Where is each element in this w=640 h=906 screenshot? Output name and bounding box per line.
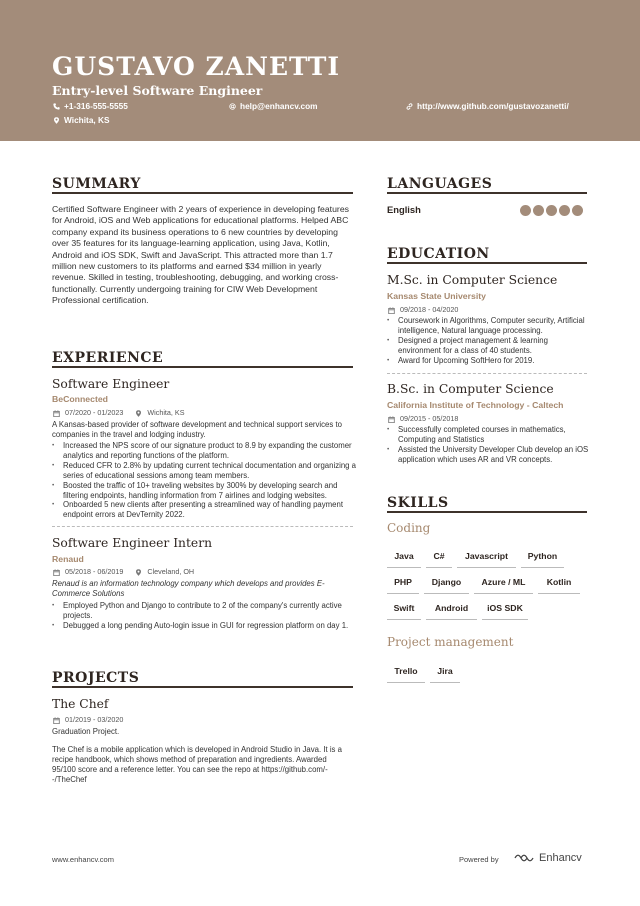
job-meta [53,567,194,577]
skills-heading: SKILLS [387,495,449,511]
list-item: • Increased the NPS score of our signature product to 8.9 by expanding the customer analytics and reporting functions of the platform. [52,441,356,461]
entry-divider [387,373,587,374]
website-contact[interactable] [406,101,569,112]
level-dot [546,205,557,216]
summary-text: Certified Software Engineer with 2 years of experience in developing features for Android, iOS and Web applications for educational platforms. Helped ABC company expand its business operations to 6 new countries by developing over 35 features for its language-learning application, using Java, Kotlin, Android and iOS SDK, Swift and JavaScript. This attracted more than 1.7 million new customers to its platforms and earned $34 million in yearly revenue. Skilled in testing, troubleshooting, debugging, and working cross-functionally. Currently undergoing training for CIW Web Development Professional certification. [52,204,349,306]
project-dates: 01/2019 - 03/2020 [65,715,124,724]
resume-header [0,0,640,141]
job-bullets [52,441,356,520]
job-bullets [52,601,356,631]
project-subtitle: Graduation Project. [52,727,120,736]
list-item: • Employed Python and Django to contribute to 2 of the company's currently active projects. [52,601,356,621]
list-item: • Debugged a long pending Auto-login issue in GUI for regression platform on day 1. [52,621,356,631]
company-name[interactable]: Renaud [52,554,84,564]
phone-contact[interactable] [53,101,128,112]
list-item: • Award for Upcoming SoftHero for 2019. [387,356,591,366]
education-meta [388,305,458,315]
language-name: English [387,204,421,215]
job-description: Renaud is an information technology company which develops and provides E-Commerce Solutions [52,579,325,598]
list-item: • Designed a project management & learning environment for a class of 40 students. [387,336,591,356]
skill-group-title: Coding [387,521,431,535]
enhancv-brand: Enhancv [539,852,582,864]
candidate-title: Entry-level Software Engineer [52,83,263,98]
job-meta [53,408,185,418]
job-title: Software Engineer Intern [52,536,212,550]
education-dates: 09/2018 - 04/2020 [400,305,459,314]
calendar-icon [53,410,60,417]
skill-tag: Python [521,551,564,568]
link-icon [406,103,413,110]
enhancv-logo-icon [513,852,535,864]
skill-tag: Azure / ML [474,577,533,594]
school-name[interactable]: California Institute of Technology - Caltech [387,400,564,410]
skill-tag: Django [424,577,469,594]
education-bullets [387,425,591,465]
education-dates: 09/2015 - 05/2018 [400,414,459,423]
experience-divider [52,366,353,368]
project-title: The Chef [52,697,109,711]
job-dates: 05/2018 - 06/2019 [65,567,124,576]
company-name[interactable]: BeConnected [52,394,108,404]
entry-divider [52,526,353,527]
website-url: http://www.github.com/gustavozanetti/ [417,101,569,111]
skill-tag: Jira [430,666,460,683]
summary-divider [52,192,353,194]
powered-by-label: Powered by [459,855,499,864]
level-dot [533,205,544,216]
language-level [520,205,583,216]
job-description: A Kansas-based provider of software development and technical support services to companies in the travel and lodging industry. [52,420,342,439]
experience-heading: EXPERIENCE [52,350,164,366]
list-item: • Coursework in Algorithms, Computer security, Artificial intelligence, Natural language processing. [387,316,591,336]
level-dot [520,205,531,216]
skill-tag: Kotlin [538,577,580,594]
enhancv-logo[interactable] [513,851,582,865]
job-location: Cleveland, OH [147,567,195,576]
skill-tag: C# [426,551,452,568]
location-text: Wichita, KS [64,115,110,125]
list-item: • Successfully completed courses in mathematics, Computing and Statistics [387,425,591,445]
education-heading: EDUCATION [387,246,490,262]
calendar-icon [53,717,60,724]
skill-tag: Java [387,551,421,568]
list-item: • Boosted the traffic of 10+ traveling websites by 300% by developing search and filtering endpoints, handling information from 7 airlines and lodging websites. [52,481,356,501]
footer-url[interactable]: www.enhancv.com [52,855,114,864]
education-divider [387,262,587,264]
skill-tag: PHP [387,577,419,594]
map-pin-icon [53,117,60,124]
education-meta [388,414,458,424]
at-icon [229,103,236,110]
map-pin-icon [135,569,142,576]
level-dot [559,205,570,216]
level-dot [572,205,583,216]
list-item: • Onboarded 5 new clients after presenting a streamlined way of handling payment endpoint errors at DevTernity 2022. [52,500,356,520]
skill-tag: Swift [387,603,421,620]
education-bullets [387,316,591,366]
email-address: help@enhancv.com [240,101,318,111]
school-name[interactable]: Kansas State University [387,291,486,301]
job-location: Wichita, KS [147,408,185,417]
degree-title: B.Sc. in Computer Science [387,382,554,396]
skill-tag: iOS SDK [482,603,528,620]
summary-heading: SUMMARY [52,176,141,192]
skill-tag: Trello [387,666,425,683]
languages-divider [387,192,587,194]
calendar-icon [388,416,395,423]
map-pin-icon [135,410,142,417]
phone-icon [53,103,60,110]
skill-group-title: Project management [387,635,514,649]
languages-heading: LANGUAGES [387,176,493,192]
job-dates: 07/2020 - 01/2023 [65,408,124,417]
skill-tag: Android [426,603,477,620]
projects-heading: PROJECTS [52,670,140,686]
skills-divider [387,511,587,513]
phone-number: +1-316-555-5555 [64,101,128,111]
calendar-icon [53,569,60,576]
list-item: • Reduced CFR to 2.8% by updating current technical documentation and organizing a series of educational sessions among team members. [52,461,356,481]
skill-tag: Javascript [457,551,516,568]
project-description: The Chef is a mobile application which is developed in Android Studio in Java. It is a recipe handbook, which shows method of preparation and ingredients. Awarded 95/100 score and a reference letter. You can see the repo at https://github.com/--/TheChef [52,745,342,784]
email-contact[interactable] [229,101,318,112]
candidate-name: GUSTAVO ZANETTI [52,52,341,81]
job-title: Software Engineer [52,377,170,391]
list-item: • Assisted the University Developer Club develop an iOS application which uses AR and VR concepts. [387,445,591,465]
location-contact [53,115,110,126]
project-meta [53,715,123,725]
calendar-icon [388,307,395,314]
degree-title: M.Sc. in Computer Science [387,273,558,287]
projects-divider [52,686,353,688]
